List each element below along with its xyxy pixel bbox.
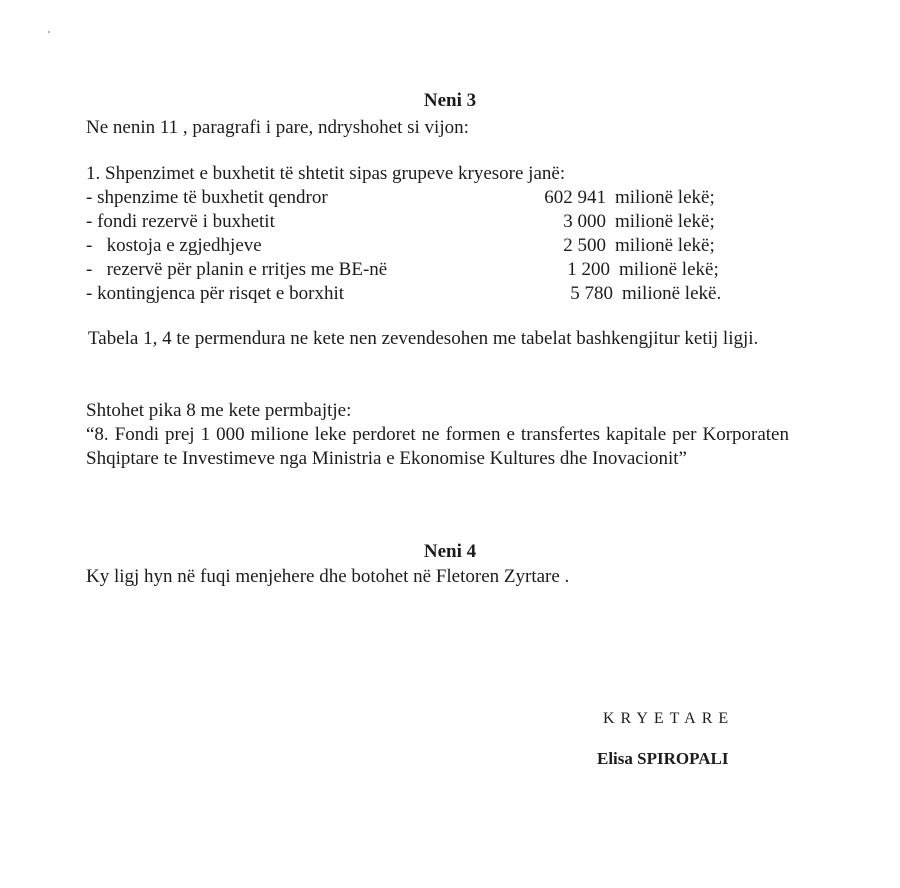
expense-row [86,186,806,210]
article-4-title: Neni 4 [423,541,477,562]
expense-unit: milionë lekë; [615,235,715,256]
expense-row [86,234,806,258]
expense-row [86,210,806,234]
expense-label: - rezervë për planin e rritjes me BE-në [86,259,388,280]
scan-speck [48,31,50,33]
expense-amount: 3 000 [563,211,606,232]
expense-amount: 5 780 [570,283,613,304]
expense-unit: milionë lekë. [622,283,722,304]
expense-label: - kostoja e zgjedhjeve [86,235,262,256]
article-3-title: Neni 3 [423,90,477,111]
expense-unit: milionë lekë; [619,259,719,280]
expense-unit: milionë lekë; [615,187,715,208]
expense-label: - fondi rezervë i buxhetit [86,211,275,232]
expense-label: - shpenzime të buxhetit qendror [86,187,328,208]
signature-name: Elisa SPIROPALI [597,749,729,768]
expense-amount: 1 200 [567,259,610,280]
article-3-intro: Ne nenin 11 , paragrafi i pare, ndryshohet si vijon: [86,117,469,138]
expense-unit: milionë lekë; [615,211,715,232]
expense-amount: 602 941 [544,187,606,208]
point-8-quote: “8. Fondi prej 1 000 milione leke perdoret ne formen e transfertes kapitale per Korporaten Shqiptare te Investimeve nga Ministria e Ekonomise Kultures dhe Inovacionit” [86,424,789,469]
addition-intro: Shtohet pika 8 me kete permbajtje: [86,400,352,421]
article-4-text: Ky ligj hyn në fuqi menjehere dhe botohet në Fletoren Zyrtare . [86,566,570,587]
expense-row [86,258,806,282]
expense-amount: 2 500 [563,235,606,256]
signature-role: KRYETARE [603,710,735,727]
tables-replacement-paragraph: Tabela 1, 4 te permendura ne kete nen zevendesohen me tabelat bashkengjitur ketij ligji. [88,328,759,349]
expense-row [86,282,806,306]
point-1-heading: 1. Shpenzimet e buxhetit të shtetit sipas grupeve kryesore janë: [86,163,566,184]
expense-label: - kontingjenca për risqet e borxhit [86,283,345,304]
